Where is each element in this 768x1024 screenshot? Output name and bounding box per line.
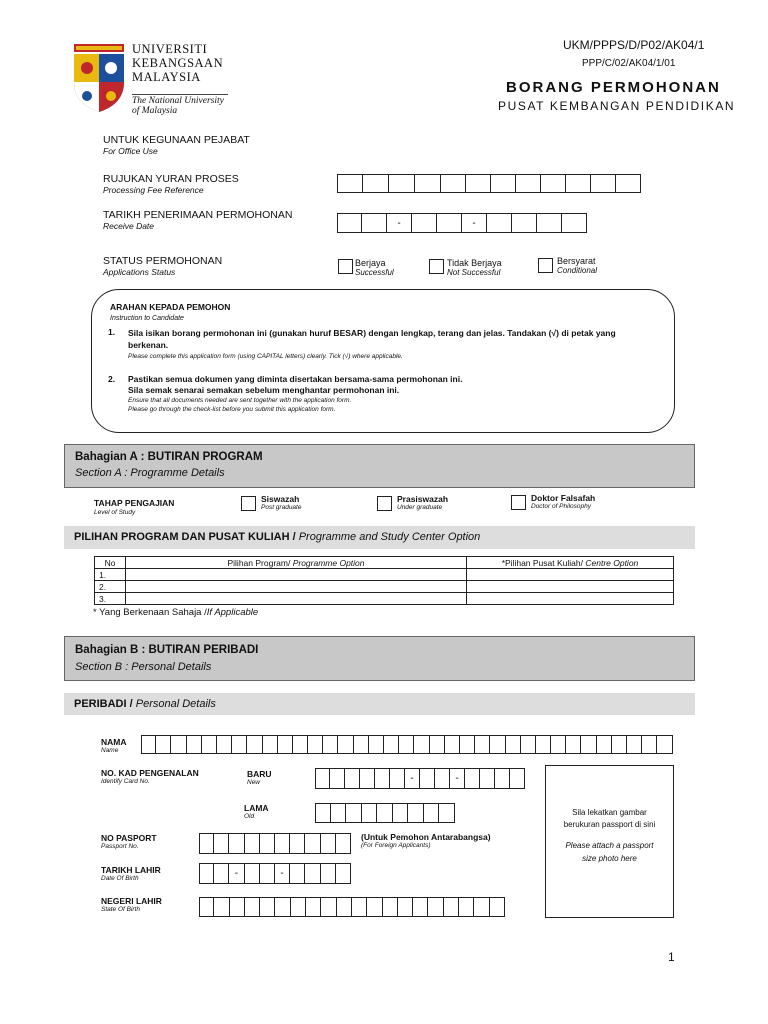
status-checkbox-not-successful[interactable] <box>429 259 444 274</box>
programme-choice-title: PILIHAN PROGRAM DAN PUSAT KULIAH / <box>74 531 296 543</box>
passport-label: NO PASPORT Passport No. <box>101 833 157 850</box>
fee-label: RUJUKAN YURAN PROSES Processing Fee Reference <box>103 173 239 195</box>
col-centre: *Pilihan Pusat Kuliah/ Centre Option <box>467 557 674 569</box>
level-undergraduate-label: Prasiswazah <box>397 494 449 504</box>
fee-reference-boxes[interactable] <box>337 174 641 193</box>
new-ic-label: BARU New <box>247 769 272 786</box>
name-boxes[interactable] <box>141 735 673 754</box>
old-ic-boxes[interactable] <box>315 803 455 823</box>
status-not-successful-label: Tidak Berjaya <box>447 258 502 268</box>
level-of-study-label: TAHAP PENGAJIAN Level of Study <box>94 498 175 516</box>
level-phd-label: Doktor Falsafah <box>531 493 596 503</box>
logo-name-line1: UNIVERSITI <box>132 42 208 56</box>
crest-icon <box>70 42 128 114</box>
photo-box[interactable]: Sila lekatkan gambar berukuran passport di sini Please attach a passport size photo here <box>545 765 674 918</box>
logo-name-line2: KEBANGSAAN <box>132 56 224 70</box>
personal-details-title: PERIBADI / <box>74 698 133 710</box>
level-checkbox-postgraduate[interactable] <box>241 496 256 511</box>
programme-option-2[interactable] <box>126 581 467 593</box>
form-title: BORANG PERMOHONAN <box>506 79 721 96</box>
logo-name-line3: MALAYSIA <box>132 70 201 84</box>
section-b-bar <box>64 636 695 681</box>
logo-tagline-1: The National University <box>132 96 224 106</box>
receive-date-boxes[interactable]: - - <box>337 213 587 233</box>
instructions-box: ARAHAN KEPADA PEMOHON Instruction to Candidate 1. Sila isikan borang permohonan ini (gunakan huruf BESAR) dengan lengkap, terang dan jelas. Tandakan (√) di petak yang berkenan. Please complete this application form (using CAPITAL letters) clearly. Tick (√) where applicable. 2. Pastikan semua dokumen yang diminta disertakan bersama-sama permohonan ini. Sila semak senarai semakan sebelum menghantar permohonan ini. Ensure that all documents needed are sent together with the application form. Please go through the check-list before you submit this application form. <box>91 289 675 433</box>
dob-boxes[interactable]: - - <box>199 863 351 884</box>
programme-option-1[interactable] <box>126 569 467 581</box>
status-successful-label: Berjaya <box>355 258 386 268</box>
section-a-title: Bahagian A : BUTIRAN PROGRAM <box>75 451 263 463</box>
status-checkbox-conditional[interactable] <box>538 258 553 273</box>
sub-code: PPP/C/02/AK04/1/01 <box>582 58 676 69</box>
receive-date-label: TARIKH PENERIMAAN PERMOHONAN Receive Date <box>103 209 293 231</box>
new-ic-boxes[interactable]: - - <box>315 768 525 789</box>
col-no: No <box>95 557 126 569</box>
office-title: UNTUK KEGUNAAN PEJABAT For Office Use <box>103 134 250 156</box>
instructions-title-en: Instruction to Candidate <box>110 315 184 322</box>
centre-option-2[interactable] <box>467 581 674 593</box>
level-postgraduate-label: Siswazah <box>261 494 300 504</box>
centre-option-1[interactable] <box>467 569 674 581</box>
name-label: NAMA Name <box>101 737 127 754</box>
section-b-title-en: Section B : Personal Details <box>75 661 212 673</box>
table-row: 1. <box>95 569 674 581</box>
table-row: 3. <box>95 593 674 605</box>
instruction-1: Sila isikan borang permohonan ini (gunakan huruf BESAR) dengan lengkap, terang dan jelas. Tandakan (√) di petak yang <box>128 328 616 338</box>
passport-boxes[interactable] <box>199 833 351 854</box>
programme-option-3[interactable] <box>126 593 467 605</box>
status-label: STATUS PERMOHONAN Applications Status <box>103 255 223 277</box>
section-a-title-en: Section A : Programme Details <box>75 467 225 479</box>
dob-label: TARIKH LAHIR Date Of Birth <box>101 865 161 882</box>
state-of-birth-label: NEGERI LAHIR State Of Birth <box>101 896 162 913</box>
instruction-2: Pastikan semua dokumen yang diminta disertakan bersama-sama permohonan ini. <box>128 374 463 384</box>
ic-label: NO. KAD PENGENALAN Identify Card No. <box>101 768 199 785</box>
page-number: 1 <box>668 950 675 964</box>
status-checkbox-successful[interactable] <box>338 259 353 274</box>
instructions-title: ARAHAN KEPADA PEMOHON <box>110 302 231 312</box>
col-programme: Pilihan Program/ Programme Option <box>126 557 467 569</box>
logo-tagline-2: of Malaysia <box>132 106 178 116</box>
doc-code: UKM/PPPS/D/P02/AK04/1 <box>563 38 705 52</box>
ukm-logo <box>70 42 230 122</box>
footnote: * Yang Berkenaan Sahaja /If Applicable <box>93 607 259 618</box>
programme-choice-bar: PILIHAN PROGRAM DAN PUSAT KULIAH / Programme and Study Center Option <box>64 526 695 549</box>
foreign-applicant-note: (Untuk Pemohon Antarabangsa) (For Foreign Applicants) <box>361 832 491 849</box>
level-checkbox-undergraduate[interactable] <box>377 496 392 511</box>
section-b-title: Bahagian B : BUTIRAN PERIBADI <box>75 644 259 656</box>
table-row: 2. <box>95 581 674 593</box>
programme-table <box>94 556 674 605</box>
centre-option-3[interactable] <box>467 593 674 605</box>
old-ic-label: LAMA Old <box>244 803 269 820</box>
section-a-bar <box>64 444 695 488</box>
level-checkbox-phd[interactable] <box>511 495 526 510</box>
personal-details-bar: PERIBADI / Personal Details <box>64 693 695 715</box>
form-subtitle: PUSAT KEMBANGAN PENDIDIKAN <box>498 99 736 113</box>
status-conditional-label: Bersyarat <box>557 256 596 266</box>
state-of-birth-boxes[interactable] <box>199 897 505 917</box>
